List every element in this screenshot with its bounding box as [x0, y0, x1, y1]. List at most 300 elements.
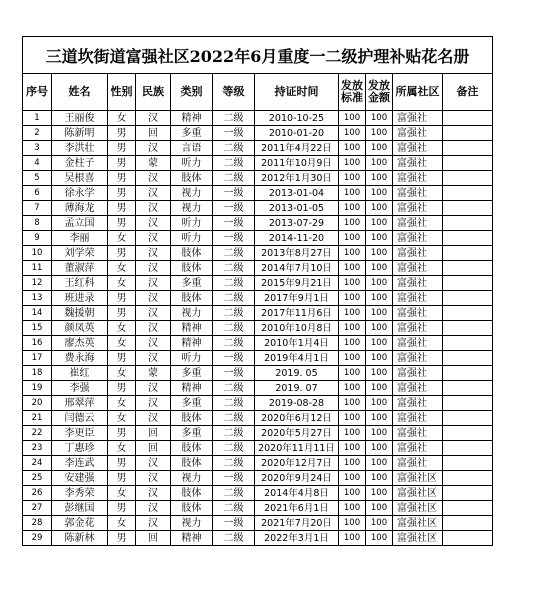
cell-cert-date: 2014年4月8日: [255, 486, 339, 501]
cell-community: 富强社: [393, 366, 443, 381]
cell-community: 富强社: [393, 441, 443, 456]
cell-index: 1: [23, 111, 52, 126]
cell-index: 28: [23, 516, 52, 531]
cell-remarks: [443, 396, 493, 411]
cell-name: 孟立国: [52, 216, 108, 231]
cell-index: 18: [23, 366, 52, 381]
cell-ethnicity: 汉: [136, 216, 171, 231]
cell-grade: 一级: [213, 366, 255, 381]
cell-category: 肢体: [171, 171, 213, 186]
cell-community: 富强社: [393, 336, 443, 351]
cell-index: 4: [23, 156, 52, 171]
cell-gender: 男: [108, 306, 136, 321]
table-row: [23, 531, 493, 546]
cell-index: 23: [23, 441, 52, 456]
cell-name: 廖杰英: [52, 336, 108, 351]
cell-amount: 100: [366, 486, 393, 501]
cell-name: 刘学荣: [52, 246, 108, 261]
table-row: [23, 456, 493, 471]
cell-standard: 100: [339, 471, 366, 486]
cell-standard: 100: [339, 516, 366, 531]
cell-community: 富强社区: [393, 531, 443, 546]
cell-index: 14: [23, 306, 52, 321]
cell-standard: 100: [339, 201, 366, 216]
cell-index: 15: [23, 321, 52, 336]
cell-grade: 二级: [213, 291, 255, 306]
cell-community: 富强社: [393, 426, 443, 441]
cell-name: 费永海: [52, 351, 108, 366]
cell-index: 26: [23, 486, 52, 501]
cell-cert-date: 2010年10月8日: [255, 321, 339, 336]
cell-name: 李强: [52, 381, 108, 396]
cell-index: 8: [23, 216, 52, 231]
cell-gender: 女: [108, 321, 136, 336]
cell-grade: 二级: [213, 411, 255, 426]
cell-name: 徐永学: [52, 186, 108, 201]
cell-grade: 二级: [213, 171, 255, 186]
cell-community: 富强社: [393, 171, 443, 186]
cell-remarks: [443, 201, 493, 216]
cell-name: 金柱子: [52, 156, 108, 171]
cell-category: 精神: [171, 111, 213, 126]
cell-remarks: [443, 501, 493, 516]
cell-category: 言语: [171, 141, 213, 156]
cell-grade: 二级: [213, 441, 255, 456]
cell-ethnicity: 蒙: [136, 156, 171, 171]
cell-standard: 100: [339, 111, 366, 126]
cell-gender: 女: [108, 276, 136, 291]
cell-remarks: [443, 321, 493, 336]
cell-category: 多重: [171, 276, 213, 291]
cell-ethnicity: 回: [136, 426, 171, 441]
cell-name: 丁惠珍: [52, 441, 108, 456]
cell-gender: 男: [108, 186, 136, 201]
cell-gender: 男: [108, 141, 136, 156]
cell-amount: 100: [366, 396, 393, 411]
cell-community: 富强社: [393, 321, 443, 336]
table-row: [23, 141, 493, 156]
col-header-cert-date: 持证时间: [255, 74, 339, 111]
cell-category: 多重: [171, 126, 213, 141]
table-row: [23, 411, 493, 426]
cell-standard: 100: [339, 426, 366, 441]
cell-grade: 一级: [213, 351, 255, 366]
cell-grade: 二级: [213, 531, 255, 546]
header-row: [23, 74, 493, 111]
cell-community: 富强社区: [393, 486, 443, 501]
table-row: [23, 426, 493, 441]
cell-community: 富强社: [393, 126, 443, 141]
cell-standard: 100: [339, 186, 366, 201]
cell-remarks: [443, 276, 493, 291]
cell-category: 精神: [171, 381, 213, 396]
table-row: [23, 351, 493, 366]
cell-standard: 100: [339, 381, 366, 396]
cell-category: 肢体: [171, 411, 213, 426]
cell-cert-date: 2021年6月1日: [255, 501, 339, 516]
cell-gender: 女: [108, 396, 136, 411]
cell-category: 精神: [171, 531, 213, 546]
cell-grade: 二级: [213, 156, 255, 171]
cell-index: 2: [23, 126, 52, 141]
cell-grade: 二级: [213, 321, 255, 336]
cell-index: 9: [23, 231, 52, 246]
cell-grade: 二级: [213, 141, 255, 156]
col-header-ethnicity: 民族: [136, 74, 171, 111]
cell-ethnicity: 汉: [136, 141, 171, 156]
cell-category: 听力: [171, 156, 213, 171]
cell-community: 富强社: [393, 201, 443, 216]
cell-index: 21: [23, 411, 52, 426]
cell-name: 班进录: [52, 291, 108, 306]
cell-community: 富强社: [393, 156, 443, 171]
cell-category: 肢体: [171, 456, 213, 471]
cell-standard: 100: [339, 171, 366, 186]
table-row: [23, 291, 493, 306]
cell-amount: 100: [366, 231, 393, 246]
cell-name: 郭金花: [52, 516, 108, 531]
cell-remarks: [443, 456, 493, 471]
cell-index: 17: [23, 351, 52, 366]
cell-standard: 100: [339, 141, 366, 156]
cell-community: 富强社: [393, 351, 443, 366]
col-header-name: 姓名: [52, 74, 108, 111]
cell-ethnicity: 汉: [136, 201, 171, 216]
cell-index: 29: [23, 531, 52, 546]
cell-remarks: [443, 111, 493, 126]
cell-name: 陈新林: [52, 531, 108, 546]
col-header-index: 序号: [23, 74, 52, 111]
cell-remarks: [443, 471, 493, 486]
cell-grade: 二级: [213, 261, 255, 276]
cell-standard: 100: [339, 321, 366, 336]
cell-ethnicity: 汉: [136, 261, 171, 276]
cell-amount: 100: [366, 156, 393, 171]
cell-remarks: [443, 246, 493, 261]
table-row: [23, 261, 493, 276]
cell-grade: 一级: [213, 201, 255, 216]
table-row: [23, 321, 493, 336]
cell-cert-date: 2019年4月1日: [255, 351, 339, 366]
cell-gender: 男: [108, 351, 136, 366]
cell-amount: 100: [366, 141, 393, 156]
table-row: [23, 306, 493, 321]
cell-grade: 一级: [213, 516, 255, 531]
cell-amount: 100: [366, 216, 393, 231]
cell-category: 听力: [171, 351, 213, 366]
cell-standard: 100: [339, 261, 366, 276]
cell-ethnicity: 汉: [136, 471, 171, 486]
cell-standard: 100: [339, 231, 366, 246]
cell-cert-date: 2017年9月1日: [255, 291, 339, 306]
cell-cert-date: 2010年1月4日: [255, 336, 339, 351]
cell-ethnicity: 汉: [136, 456, 171, 471]
cell-ethnicity: 汉: [136, 246, 171, 261]
table-row: [23, 216, 493, 231]
cell-amount: 100: [366, 366, 393, 381]
table-row: [23, 336, 493, 351]
cell-cert-date: 2013-01-05: [255, 201, 339, 216]
cell-standard: 100: [339, 501, 366, 516]
cell-remarks: [443, 516, 493, 531]
cell-gender: 女: [108, 486, 136, 501]
cell-remarks: [443, 366, 493, 381]
cell-grade: 二级: [213, 486, 255, 501]
cell-cert-date: 2014年7月10日: [255, 261, 339, 276]
cell-cert-date: 2017年11月6日: [255, 306, 339, 321]
cell-ethnicity: 汉: [136, 111, 171, 126]
cell-remarks: [443, 141, 493, 156]
cell-cert-date: 2010-01-20: [255, 126, 339, 141]
cell-standard: 100: [339, 531, 366, 546]
cell-amount: 100: [366, 411, 393, 426]
cell-cert-date: 2020年11月11日: [255, 441, 339, 456]
cell-grade: 二级: [213, 456, 255, 471]
cell-name: 李洪壮: [52, 141, 108, 156]
cell-ethnicity: 回: [136, 441, 171, 456]
cell-category: 肢体: [171, 246, 213, 261]
table-row: [23, 201, 493, 216]
cell-remarks: [443, 441, 493, 456]
cell-name: 吴根喜: [52, 171, 108, 186]
table-row: [23, 441, 493, 456]
cell-standard: 100: [339, 216, 366, 231]
cell-remarks: [443, 486, 493, 501]
cell-category: 多重: [171, 396, 213, 411]
cell-grade: 一级: [213, 126, 255, 141]
cell-gender: 男: [108, 456, 136, 471]
cell-amount: 100: [366, 351, 393, 366]
col-header-remarks: 备注: [443, 74, 493, 111]
cell-amount: 100: [366, 381, 393, 396]
cell-remarks: [443, 411, 493, 426]
cell-cert-date: 2019. 07: [255, 381, 339, 396]
subsidy-roster-table: [22, 36, 493, 546]
table-row: [23, 186, 493, 201]
cell-ethnicity: 汉: [136, 411, 171, 426]
sheet-title: 三道坎街道富强社区2022年6月重度一二级护理补贴花名册: [23, 37, 493, 74]
cell-cert-date: 2014-11-20: [255, 231, 339, 246]
cell-community: 富强社: [393, 261, 443, 276]
cell-grade: 二级: [213, 396, 255, 411]
cell-cert-date: 2022年3月1日: [255, 531, 339, 546]
cell-cert-date: 2013-07-29: [255, 216, 339, 231]
cell-remarks: [443, 156, 493, 171]
cell-gender: 男: [108, 216, 136, 231]
cell-index: 7: [23, 201, 52, 216]
cell-grade: 二级: [213, 246, 255, 261]
cell-index: 25: [23, 471, 52, 486]
cell-community: 富强社: [393, 246, 443, 261]
cell-community: 富强社: [393, 186, 443, 201]
col-header-community: 所属社区: [393, 74, 443, 111]
cell-cert-date: 2011年10月9日: [255, 156, 339, 171]
cell-ethnicity: 汉: [136, 321, 171, 336]
cell-standard: 100: [339, 351, 366, 366]
cell-community: 富强社区: [393, 516, 443, 531]
cell-ethnicity: 汉: [136, 186, 171, 201]
cell-amount: 100: [366, 456, 393, 471]
cell-cert-date: 2013年8月27日: [255, 246, 339, 261]
cell-ethnicity: 汉: [136, 516, 171, 531]
cell-category: 肢体: [171, 291, 213, 306]
cell-name: 崔红: [52, 366, 108, 381]
cell-ethnicity: 汉: [136, 291, 171, 306]
cell-gender: 男: [108, 471, 136, 486]
table-row: [23, 246, 493, 261]
cell-name: 颜凤英: [52, 321, 108, 336]
cell-amount: 100: [366, 201, 393, 216]
cell-community: 富强社: [393, 216, 443, 231]
cell-grade: 二级: [213, 336, 255, 351]
cell-index: 22: [23, 426, 52, 441]
cell-category: 视力: [171, 516, 213, 531]
cell-index: 24: [23, 456, 52, 471]
cell-category: 听力: [171, 231, 213, 246]
cell-index: 10: [23, 246, 52, 261]
roster-body: [23, 111, 493, 546]
cell-cert-date: 2019. 05: [255, 366, 339, 381]
cell-ethnicity: 汉: [136, 336, 171, 351]
col-header-grade: 等级: [213, 74, 255, 111]
cell-name: 陈新明: [52, 126, 108, 141]
cell-community: 富强社: [393, 306, 443, 321]
table-row: [23, 111, 493, 126]
cell-name: 李更臣: [52, 426, 108, 441]
cell-standard: 100: [339, 156, 366, 171]
cell-grade: 二级: [213, 306, 255, 321]
cell-name: 魏援朝: [52, 306, 108, 321]
cell-community: 富强社: [393, 411, 443, 426]
cell-community: 富强社区: [393, 471, 443, 486]
cell-standard: 100: [339, 276, 366, 291]
table-row: [23, 381, 493, 396]
cell-standard: 100: [339, 441, 366, 456]
cell-amount: 100: [366, 306, 393, 321]
cell-standard: 100: [339, 246, 366, 261]
cell-standard: 100: [339, 291, 366, 306]
cell-category: 肢体: [171, 486, 213, 501]
cell-community: 富强社: [393, 381, 443, 396]
cell-amount: 100: [366, 336, 393, 351]
cell-name: 邢翠萍: [52, 396, 108, 411]
cell-category: 听力: [171, 216, 213, 231]
cell-amount: 100: [366, 426, 393, 441]
cell-cert-date: 2021年7月20日: [255, 516, 339, 531]
cell-name: 安建强: [52, 471, 108, 486]
cell-grade: 一级: [213, 471, 255, 486]
cell-amount: 100: [366, 501, 393, 516]
cell-gender: 男: [108, 501, 136, 516]
cell-ethnicity: 汉: [136, 486, 171, 501]
cell-gender: 男: [108, 381, 136, 396]
cell-grade: 二级: [213, 426, 255, 441]
cell-grade: 二级: [213, 381, 255, 396]
cell-ethnicity: 汉: [136, 171, 171, 186]
cell-remarks: [443, 381, 493, 396]
cell-gender: 男: [108, 531, 136, 546]
cell-cert-date: 2020年6月12日: [255, 411, 339, 426]
cell-community: 富强社: [393, 396, 443, 411]
cell-gender: 男: [108, 246, 136, 261]
cell-standard: 100: [339, 306, 366, 321]
cell-standard: 100: [339, 456, 366, 471]
cell-name: 李丽: [52, 231, 108, 246]
cell-name: 董淑萍: [52, 261, 108, 276]
cell-name: 闫德云: [52, 411, 108, 426]
cell-category: 精神: [171, 321, 213, 336]
cell-index: 27: [23, 501, 52, 516]
cell-remarks: [443, 291, 493, 306]
cell-remarks: [443, 126, 493, 141]
cell-category: 视力: [171, 306, 213, 321]
cell-community: 富强社: [393, 456, 443, 471]
cell-remarks: [443, 336, 493, 351]
cell-community: 富强社: [393, 276, 443, 291]
cell-amount: 100: [366, 126, 393, 141]
col-header-category: 类别: [171, 74, 213, 111]
cell-remarks: [443, 231, 493, 246]
table-row: [23, 156, 493, 171]
table-row: [23, 276, 493, 291]
cell-community: 富强社: [393, 111, 443, 126]
cell-category: 肢体: [171, 261, 213, 276]
cell-ethnicity: 汉: [136, 381, 171, 396]
cell-remarks: [443, 171, 493, 186]
table-row: [23, 486, 493, 501]
table-row: [23, 126, 493, 141]
cell-name: 王丽俊: [52, 111, 108, 126]
cell-community: 富强社: [393, 291, 443, 306]
table-row: [23, 396, 493, 411]
cell-gender: 女: [108, 411, 136, 426]
cell-grade: 二级: [213, 276, 255, 291]
cell-index: 11: [23, 261, 52, 276]
cell-ethnicity: 汉: [136, 276, 171, 291]
cell-gender: 男: [108, 126, 136, 141]
cell-gender: 女: [108, 516, 136, 531]
cell-cert-date: 2015年9月21日: [255, 276, 339, 291]
cell-ethnicity: 汉: [136, 501, 171, 516]
cell-index: 3: [23, 141, 52, 156]
cell-amount: 100: [366, 186, 393, 201]
cell-index: 20: [23, 396, 52, 411]
cell-standard: 100: [339, 336, 366, 351]
table-row: [23, 231, 493, 246]
cell-gender: 男: [108, 171, 136, 186]
cell-category: 视力: [171, 471, 213, 486]
cell-ethnicity: 蒙: [136, 366, 171, 381]
cell-grade: 一级: [213, 231, 255, 246]
cell-name: 薄海龙: [52, 201, 108, 216]
cell-remarks: [443, 186, 493, 201]
cell-index: 19: [23, 381, 52, 396]
cell-grade: 一级: [213, 186, 255, 201]
col-header-amount: 发放金额: [366, 74, 393, 111]
cell-amount: 100: [366, 441, 393, 456]
cell-category: 精神: [171, 336, 213, 351]
col-header-standard: 发放标准: [339, 74, 366, 111]
cell-index: 6: [23, 186, 52, 201]
table-row: [23, 366, 493, 381]
cell-cert-date: 2019-08-28: [255, 396, 339, 411]
cell-community: 富强社: [393, 141, 443, 156]
cell-category: 视力: [171, 201, 213, 216]
cell-ethnicity: 回: [136, 531, 171, 546]
cell-remarks: [443, 351, 493, 366]
cell-category: 多重: [171, 426, 213, 441]
cell-gender: 女: [108, 231, 136, 246]
